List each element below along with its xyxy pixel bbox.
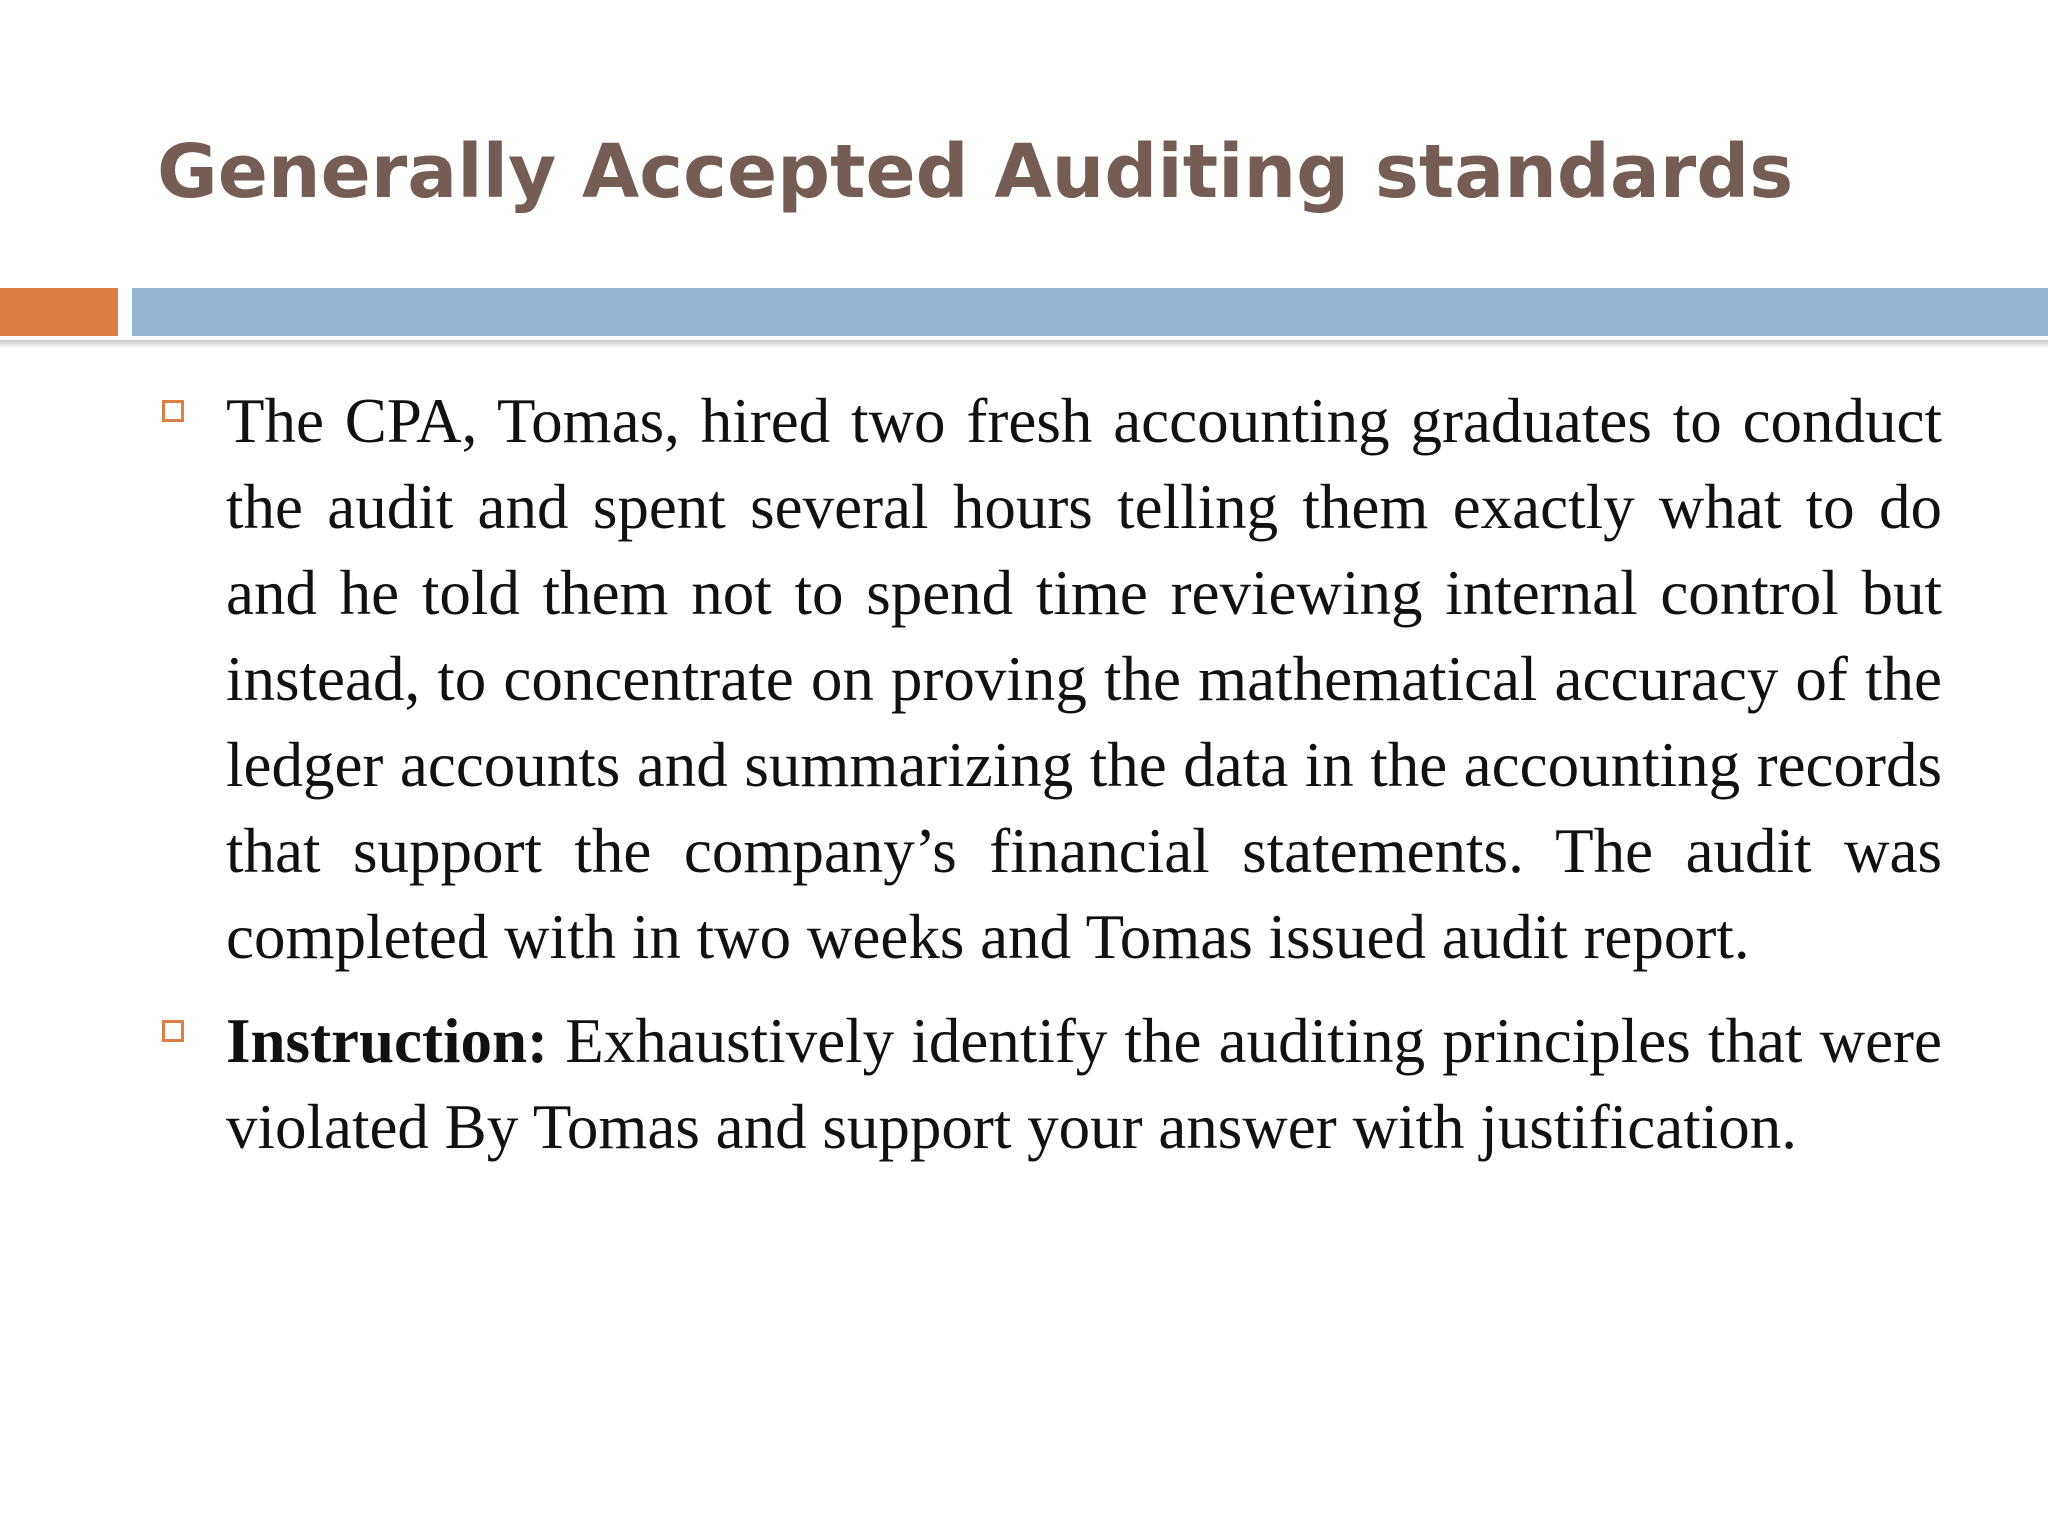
title-divider-shadow (0, 340, 2048, 348)
slide-title: Generally Accepted Auditing standards (157, 129, 1794, 215)
square-bullet-icon (162, 400, 184, 422)
bullet-list (162, 378, 1942, 1188)
instruction-text: Exhaustively identify the auditing principles that were violated By Tomas and support your answer with justification. (226, 1006, 1942, 1162)
bullet-item-scenario (162, 378, 1942, 980)
square-bullet-icon (162, 1020, 184, 1042)
bullet-item-instruction (162, 998, 1942, 1170)
title-divider-blue-bar (132, 288, 2048, 336)
instruction-label: Instruction: (226, 1006, 549, 1076)
title-divider-orange-accent (0, 288, 118, 336)
scenario-text: The CPA, Tomas, hired two fresh accounting graduates to conduct the audit and spent several hours telling them exactly what to do and he told them not to spend time reviewing internal control but instead, to concentrate on proving the mathematical accuracy of the ledger accounts and summarizing the data in the accounting records that support the company’s financial statements. The audit was completed with in two weeks and Tomas issued audit report. (226, 386, 1942, 972)
